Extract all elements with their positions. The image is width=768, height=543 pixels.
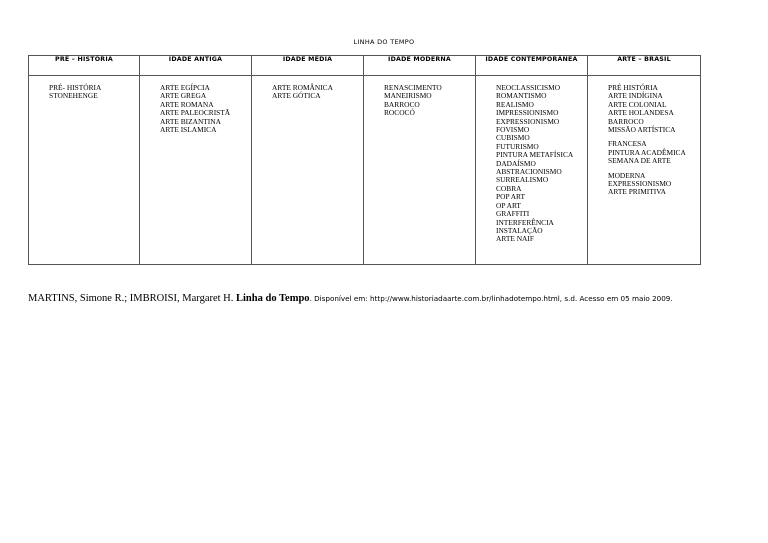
cell-idade-antiga [140, 76, 252, 265]
list-item: ARTE GREGA [160, 91, 207, 101]
list-item: ARTE PALEOCRISTÃ [160, 108, 231, 118]
list-item: ARTE EGÍPCIA [160, 83, 210, 92]
table-body-row [29, 76, 701, 265]
citation-authors: MARTINS, Simone R.; IMBROISI, Margaret H. [28, 293, 237, 304]
list-item: SURREALISMO [496, 175, 549, 185]
list-item: EXPRESSIONISMO [608, 179, 672, 189]
page-title: LINHA DO TEMPO [353, 38, 415, 46]
citation-source: . Disponível em: http://www.historiadaarte.com.br/linhadotempo.html, s.d. Acesso em 05 maio 2009. [309, 294, 673, 303]
list-item: INTERFERÊNCIA [496, 217, 554, 227]
list-item: PRÉ HISTÓRIA [608, 83, 658, 92]
list-item: ARTE HOLANDESA [608, 108, 674, 118]
list-item: REALISMO [496, 99, 534, 109]
list-item: FUTURISMO [496, 141, 539, 151]
list-item: NEOCLASSICISMO [496, 83, 561, 92]
list-item: ABSTRACIONISMO [496, 167, 562, 177]
list-item: EXPRESSIONISMO [496, 116, 560, 126]
table-header-row [29, 56, 701, 76]
header-idade-moderna: IDADE MODERNA [364, 56, 476, 76]
cell-idade-media [252, 76, 364, 265]
cell-arte-brasil [588, 76, 701, 265]
list-item: BARROCO [384, 99, 420, 109]
list-item: DADAÍSMO [496, 158, 536, 168]
list-item: ARTE ROMÂNICA [272, 83, 333, 92]
list-item: ARTE INDÍGINA [608, 91, 663, 101]
list-item: BARROCO [608, 116, 644, 126]
header-arte-brasil: ARTE – BRASIL [588, 56, 701, 76]
header-idade-media: IDADE MÉDIA [252, 56, 364, 76]
cell-idade-moderna [364, 76, 476, 265]
list-item: INSTALAÇÃO [496, 225, 543, 235]
list-item: CUBISMO [496, 133, 530, 143]
header-pre-historia: PRÉ – HISTÓRIA [29, 56, 140, 76]
list-item: ROMANTISMO [496, 91, 547, 101]
list-item: PINTURA ACADÊMICA [608, 147, 686, 157]
list-item: ARTE ROMANA [160, 99, 214, 109]
timeline-table [28, 55, 701, 265]
list-item: MISSÃO ARTÍSTICA [608, 125, 676, 135]
list-item: POP ART [496, 192, 526, 202]
list-item: ARTE ISLAMICA [160, 125, 217, 135]
list-item: RENASCIMENTO [384, 83, 442, 92]
header-idade-antiga: IDADE ANTIGA [140, 56, 252, 76]
list-item: PINTURA METAFÍSICA [496, 150, 574, 160]
list-item: MODERNA [608, 170, 646, 180]
list-item: PRÉ- HISTÓRIA [49, 83, 102, 92]
list-item: COBRA [496, 183, 522, 193]
list-item: ROCOCÓ [384, 108, 415, 118]
cell-pre-historia [29, 76, 140, 265]
list-item: SEMANA DE ARTE [608, 156, 671, 166]
list-item: OP ART [496, 200, 521, 210]
list-item: ARTE PRIMITIVA [608, 187, 666, 197]
list-item: ARTE BIZANTINA [160, 116, 221, 126]
citation [28, 288, 673, 306]
list-item: FRANCESA [608, 139, 647, 149]
list-item: ARTE COLONIAL [608, 99, 667, 109]
list-item: MANEIRISMO [384, 91, 432, 101]
header-idade-contemporanea: IDADE CONTEMPORÂNEA [476, 56, 588, 76]
list-item: IMPRESSIONISMO [496, 108, 559, 118]
cell-idade-contemporanea [476, 76, 588, 265]
citation-work-title: Linha do Tempo [236, 293, 310, 304]
list-item: GRAFFITI [496, 209, 530, 219]
list-item: ARTE NAIF [496, 234, 534, 244]
list-item: ARTE GÓTICA [272, 91, 321, 101]
list-item: STONEHENGE [49, 91, 98, 101]
list-item: FOVISMO [496, 125, 530, 135]
